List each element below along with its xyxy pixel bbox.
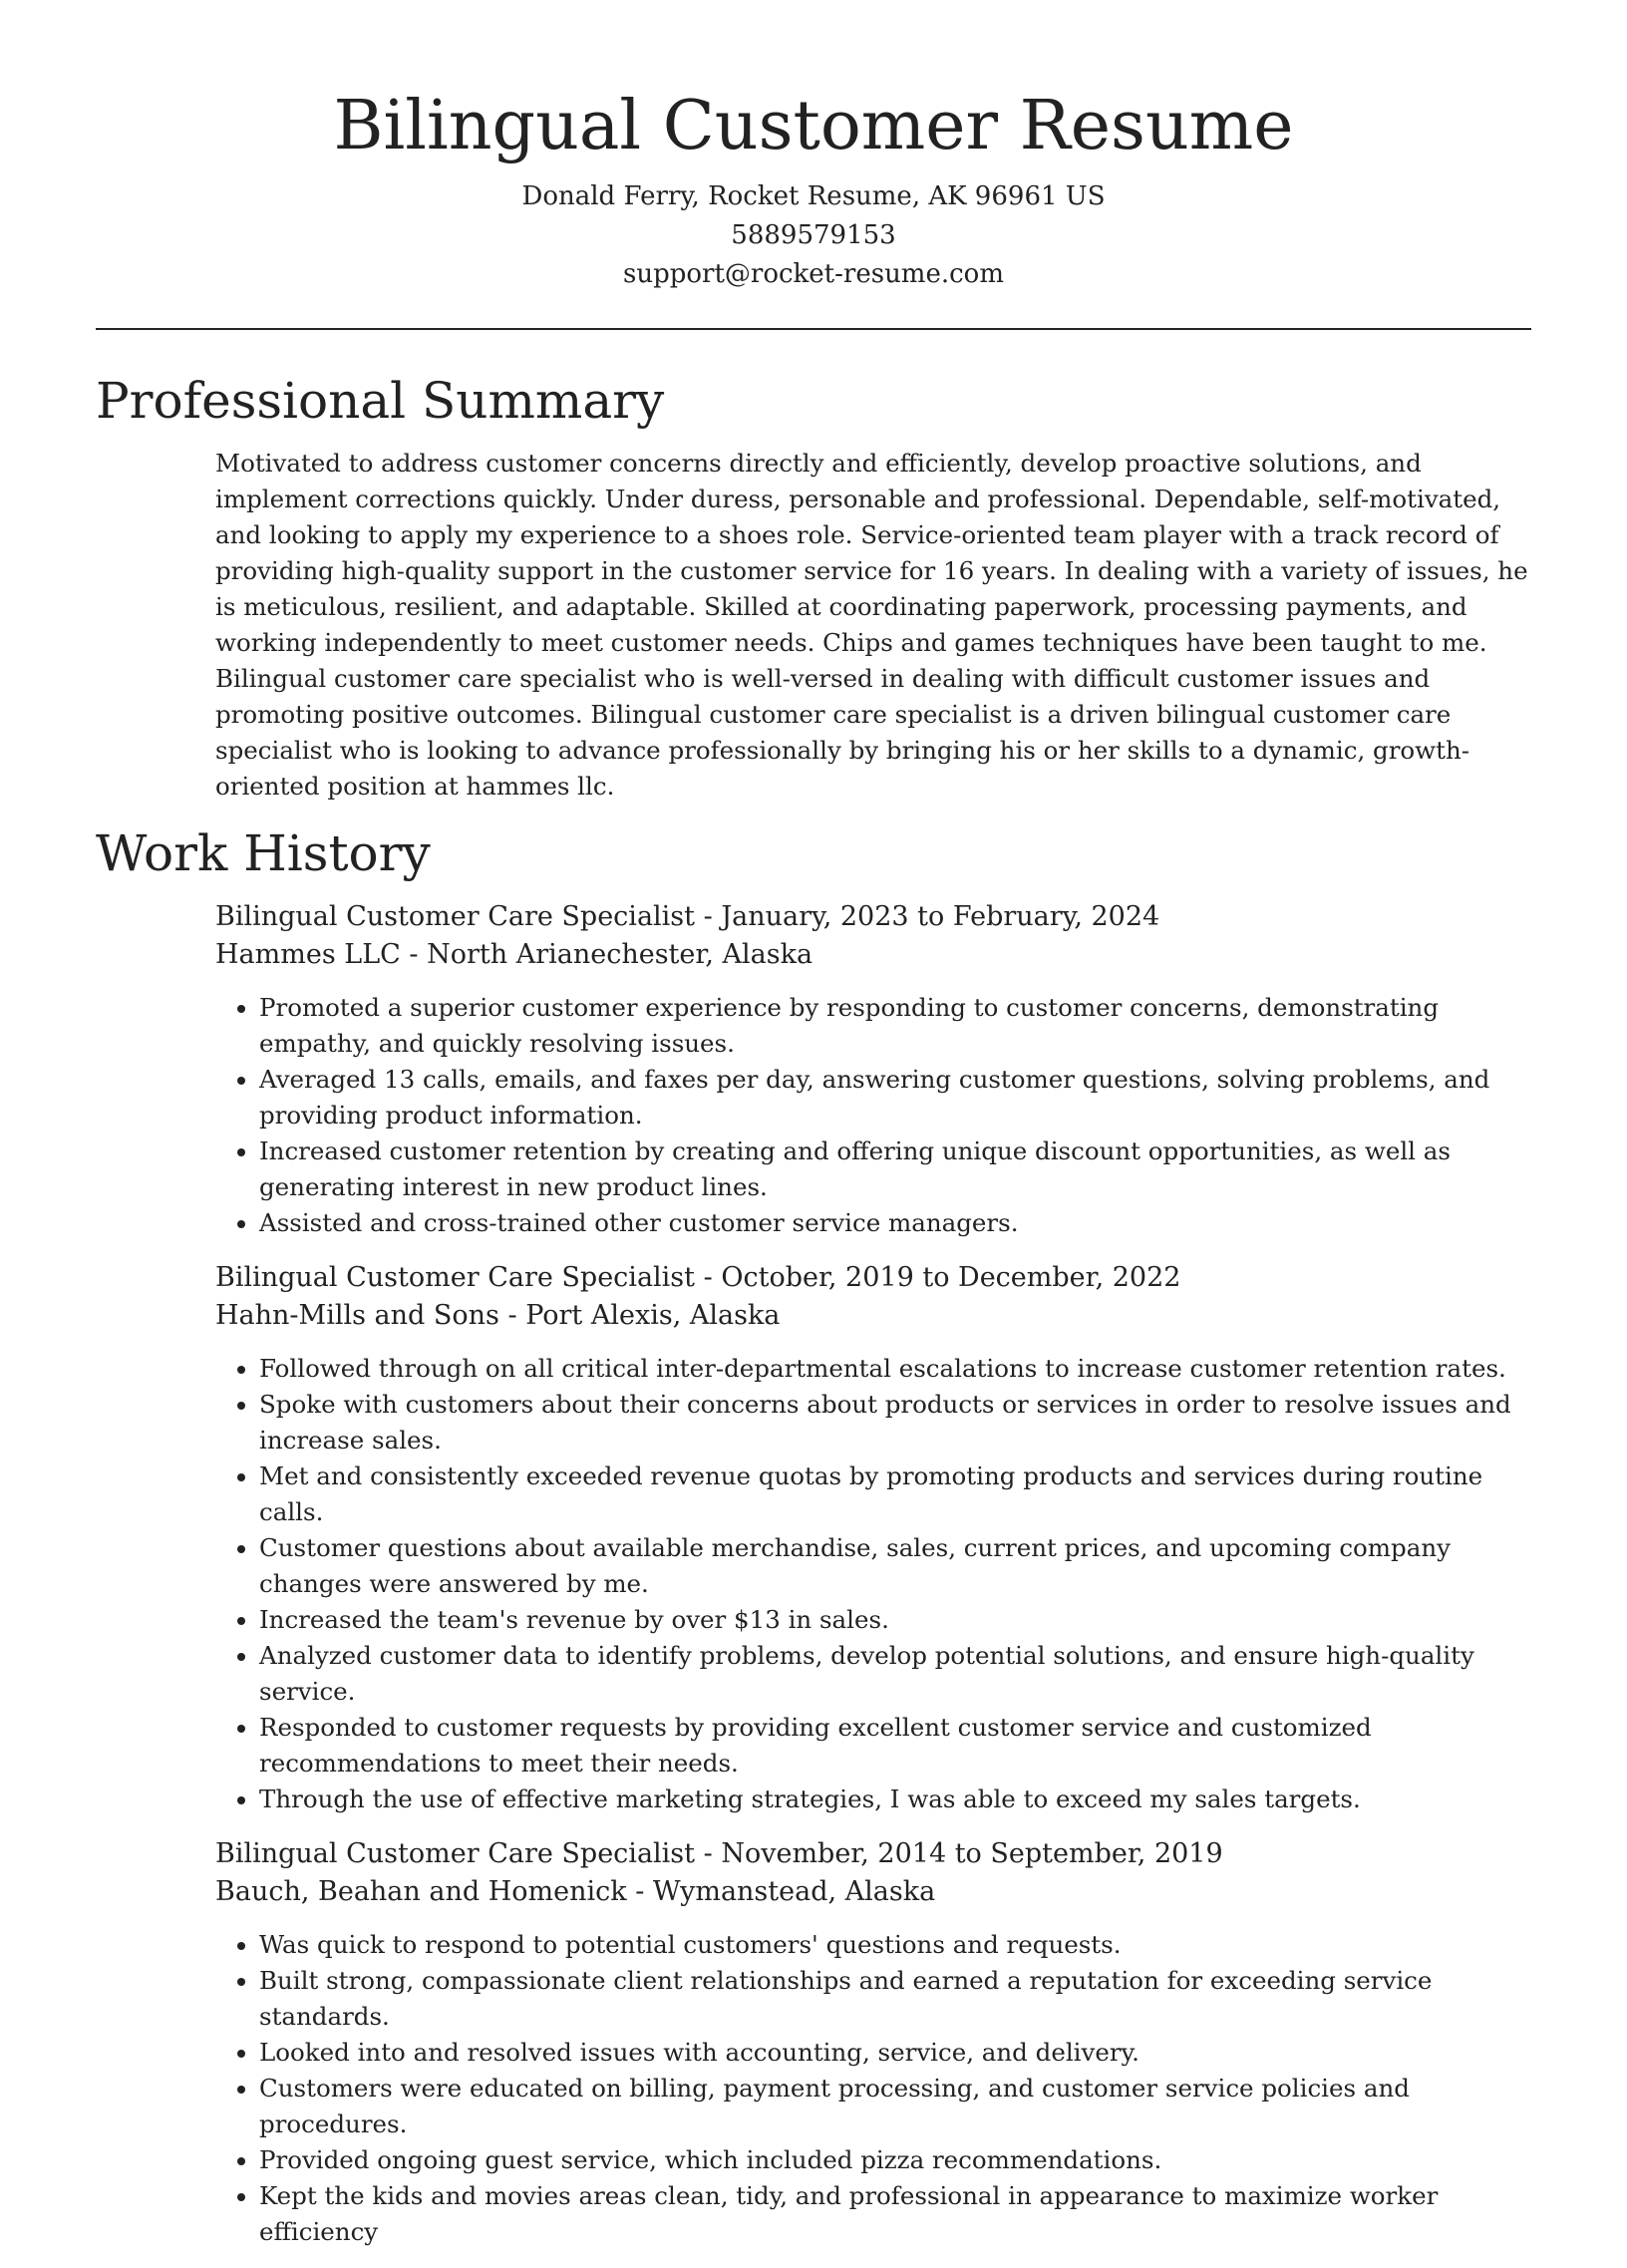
work-history-heading: Work History [96, 824, 431, 882]
job-location: - Wymanstead, Alaska [635, 1876, 936, 1907]
job-bullet: • Met and consistently exceeded revenue quotas by promoting products and services during routine calls. [259, 1458, 1531, 1530]
summary-heading: Professional Summary [96, 372, 665, 430]
job-bullet: • Spoke with customers about their concerns about products or services in order to resolve issues and increase sales. [259, 1387, 1531, 1458]
job-title-line [215, 898, 1531, 936]
job-bullet: • Followed through on all critical inter-departmental escalations to increase customer retention rates. [259, 1351, 1531, 1387]
job-title: Bilingual Customer Care Specialist [215, 901, 696, 932]
contact-block [96, 177, 1531, 294]
job-entry [215, 898, 1531, 1241]
summary-text: Motivated to address customer concerns directly and efficiently, develop proactive solutions, and implement corrections quickly. Under duress, personable and professional. Dependable, self-motivated, and looking to apply my experience to a shoes role. Service-oriented team player with a track record of providing high-quality support in the customer service for 16 years. In dealing with a variety of issues, he is meticulous, resilient, and adaptable. Skilled at coordinating paperwork, processing payments, and working independently to meet customer needs. Chips and games techniques have been taught to me. Bilingual customer care specialist who is well-versed in dealing with difficult customer issues and promoting positive outcomes. Bilingual customer care specialist is a driven bilingual customer care specialist who is looking to advance professionally by bringing his or her skills to a dynamic, growth-oriented position at hammes llc. [215, 449, 1528, 801]
job-bullets [215, 1927, 1531, 2250]
job-company: Bauch, Beahan and Homenick [215, 1876, 627, 1907]
job-bullet: • Analyzed customer data to identify problems, develop potential solutions, and ensure high-quality service. [259, 1638, 1531, 1710]
job-bullet: • Promoted a superior customer experience by responding to customer concerns, demonstrating empathy, and quickly resolving issues. [259, 990, 1531, 1062]
job-company: Hammes LLC [215, 939, 401, 970]
job-company: Hahn-Mills and Sons [215, 1300, 499, 1331]
job-dates: - November, 2014 to September, 2019 [703, 1838, 1223, 1869]
job-bullet: • Assisted and cross-trained other customer service managers. [259, 1205, 1531, 1241]
job-bullet: • Responded to customer requests by providing excellent customer service and customized recommendations to meet their needs. [259, 1710, 1531, 1782]
job-bullets [215, 990, 1531, 1241]
job-bullet: • Built strong, compassionate client relationships and earned a reputation for exceeding service standards. [259, 1963, 1531, 2035]
job-title-line [215, 1259, 1531, 1297]
header-divider [96, 328, 1531, 330]
contact-email: support@rocket-resume.com [622, 259, 1004, 289]
job-bullet: • Increased customer retention by creating and offering unique discount opportunities, as well as generating interest in new product lines. [259, 1134, 1531, 1205]
summary-section [215, 446, 1531, 805]
job-bullet: • Looked into and resolved issues with accounting, service, and delivery. [259, 2035, 1531, 2071]
job-bullets [215, 1351, 1531, 1817]
job-location: - Port Alexis, Alaska [507, 1300, 781, 1331]
job-company-line [215, 1297, 1531, 1335]
job-dates: - October, 2019 to December, 2022 [703, 1262, 1181, 1293]
job-bullet: • Increased the team's revenue by over $13 in sales. [259, 1602, 1531, 1638]
resume-header [96, 0, 1531, 294]
job-company-line [215, 1873, 1531, 1911]
job-dates: - January, 2023 to February, 2024 [703, 901, 1160, 932]
job-entry [215, 1835, 1531, 2250]
contact-address: Donald Ferry, Rocket Resume, AK 96961 US [521, 181, 1106, 211]
resume-page [96, 0, 1531, 2268]
resume-title: Bilingual Customer Resume [333, 87, 1294, 165]
job-bullet: • Provided ongoing guest service, which included pizza recommendations. [259, 2142, 1531, 2178]
job-bullet: • Customer questions about available merchandise, sales, current prices, and upcoming company changes were answered by me. [259, 1530, 1531, 1602]
job-title: Bilingual Customer Care Specialist [215, 1262, 696, 1293]
job-bullet: • Through the use of effective marketing strategies, I was able to exceed my sales targets. [259, 1782, 1531, 1817]
job-entry [215, 1259, 1531, 1817]
job-bullet: • Customers were educated on billing, payment processing, and customer service policies and procedures. [259, 2071, 1531, 2142]
job-location: - North Arianechester, Alaska [409, 939, 814, 970]
work-history-section [215, 898, 1531, 2250]
job-bullet: • Was quick to respond to potential customers' questions and requests. [259, 1927, 1531, 1963]
job-bullet: • Kept the kids and movies areas clean, tidy, and professional in appearance to maximize worker efficiency [259, 2178, 1531, 2250]
job-bullet: • Averaged 13 calls, emails, and faxes per day, answering customer questions, solving problems, and providing product information. [259, 1062, 1531, 1134]
job-company-line [215, 936, 1531, 974]
job-title: Bilingual Customer Care Specialist [215, 1838, 696, 1869]
contact-phone: 5889579153 [731, 220, 896, 250]
job-title-line [215, 1835, 1531, 1873]
